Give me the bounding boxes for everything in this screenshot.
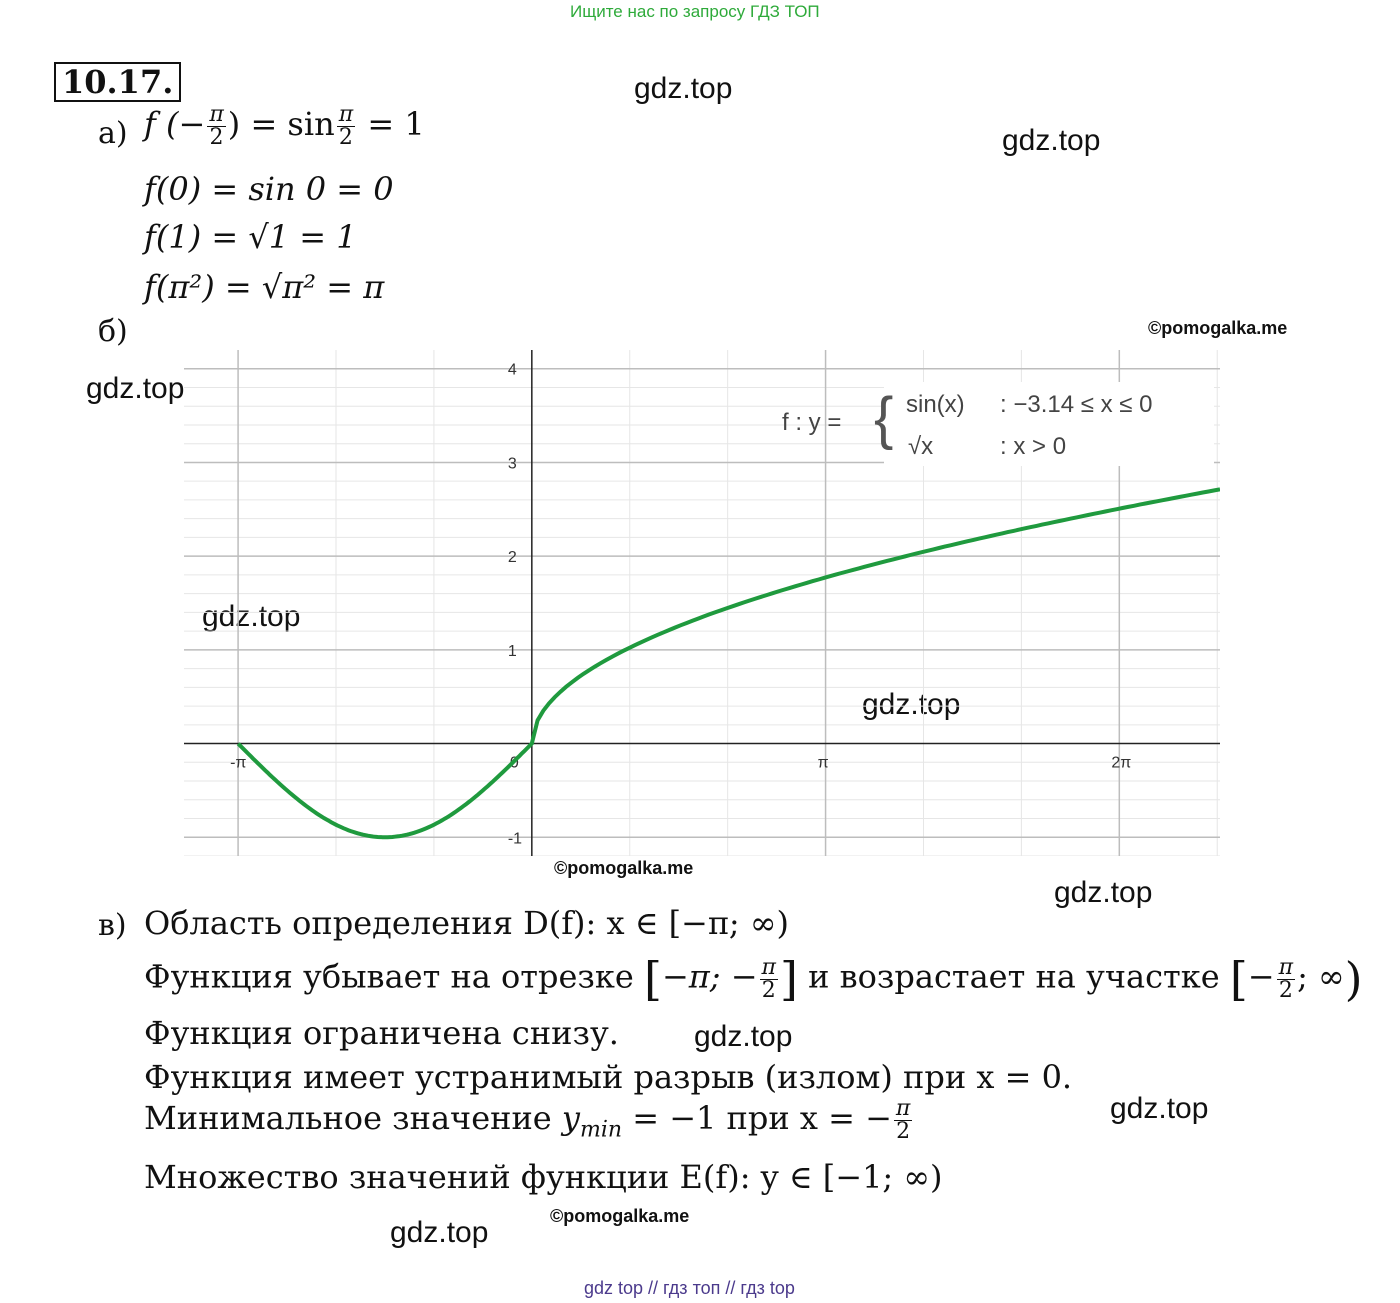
copyright-mark: ©pomogalka.me: [550, 1206, 690, 1226]
function-graph: [184, 350, 1220, 856]
function-curve: [238, 489, 1220, 837]
copyright-mark: ©pomogalka.me: [1148, 318, 1288, 338]
domain-line: Область определения D(f): x ∈ [−π; ∞): [144, 904, 789, 942]
watermark-gdz: gdz.top: [1110, 1092, 1209, 1125]
copyright-mark: ©pomogalka.me: [554, 858, 694, 878]
chart-legend: [782, 382, 1214, 466]
legend-prefix: f : y =: [782, 409, 842, 436]
x-tick-label: 2π: [1111, 754, 1132, 772]
part-c-label: в): [98, 908, 127, 943]
y-tick-label: 3: [507, 455, 517, 473]
bounded-line: Функция ограничена снизу.: [144, 1014, 619, 1052]
part-a-line-3: f(1) = √1 = 1: [144, 218, 357, 256]
y-tick-label: 2: [507, 549, 517, 567]
footer-links[interactable]: gdz top // гдз топ // гдз top: [584, 1278, 795, 1298]
watermark-gdz: gdz.top: [634, 72, 733, 105]
x-tick-label: -π: [230, 754, 247, 772]
legend-case1-expr: sin(x): [906, 391, 965, 418]
watermark-gdz: gdz.top: [390, 1216, 489, 1249]
y-tick-label: -1: [507, 830, 523, 848]
watermark-gdz: gdz.top: [86, 372, 185, 405]
y-tick-label: 4: [507, 361, 517, 379]
legend-case2-expr: √x: [908, 433, 934, 460]
range-line: Множество значений функции E(f): y ∈ [−1; ∞): [144, 1158, 943, 1196]
y-tick-label: 1: [507, 642, 517, 660]
part-a-label: а): [98, 116, 128, 151]
part-a-line-1: f (− $\frac{\pi}{2}$ ) = sin $\frac{\pi}{2}$ = 1: [144, 102, 425, 150]
part-b-label: б): [98, 314, 128, 349]
watermark-gdz: gdz.top: [862, 688, 961, 721]
watermark-gdz: gdz.top: [694, 1020, 793, 1053]
break-line: Функция имеет устранимый разрыв (излом) при x = 0.: [144, 1058, 1073, 1096]
x-tick-label: 0: [509, 754, 519, 772]
part-a-line-4: f(π²) = √π² = π: [144, 268, 385, 306]
x-tick-label: π: [817, 754, 829, 772]
watermark-gdz: gdz.top: [1054, 876, 1153, 909]
watermark-gdz: gdz.top: [1002, 124, 1101, 157]
search-hint: Ищите нас по запросу ГДЗ ТОП: [570, 2, 820, 21]
legend-case1-cond: : −3.14 ≤ x ≤ 0: [1000, 391, 1153, 418]
monotonic-line: Функция убывает на отрезке [−π; − $\frac{\pi}{2}$ ] и возрастает на участке [− $\frac{\pi}{2}$ ; ∞): [144, 952, 1363, 1006]
part-a-line-2: f(0) = sin 0 = 0: [144, 170, 394, 208]
problem-number: 10.17.: [54, 62, 181, 102]
legend-brace: {: [874, 386, 894, 451]
minimum-line: Минимальное значение $y_{min} = -1$ при x = − $\frac{\pi}{2}$: [144, 1096, 911, 1144]
legend-case2-cond: : x > 0: [1000, 433, 1067, 460]
watermark-gdz: gdz.top: [202, 600, 301, 633]
